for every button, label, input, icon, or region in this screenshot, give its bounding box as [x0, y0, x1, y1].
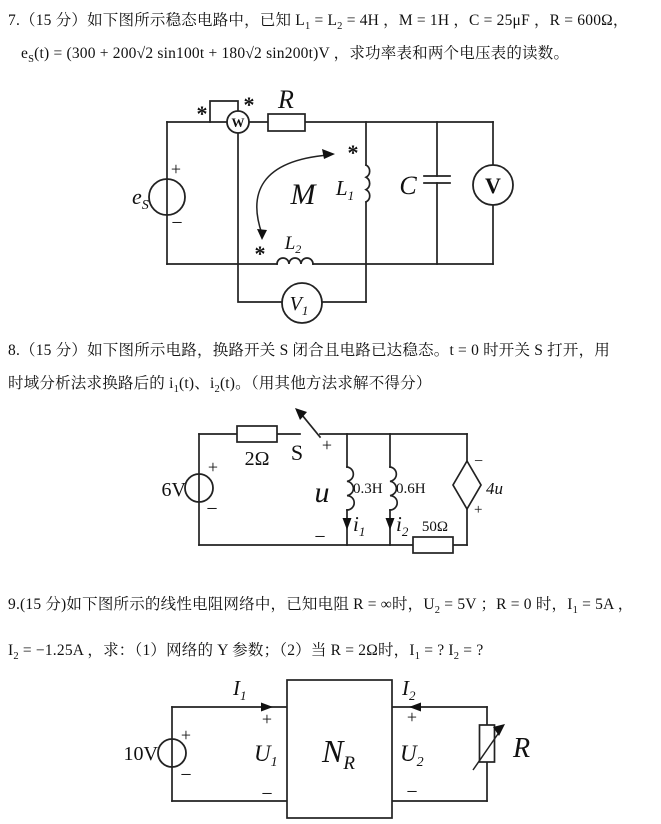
- problem8-line1: 8.（15 分）如下图所示电路，换路开关 S 闭合且电路已达稳态。t = 0 时开关 S 打开，用: [8, 342, 610, 359]
- c7-inductor1-label: $L_1$: [335, 176, 355, 203]
- c8-inductor2-label: 0.6H: [396, 481, 426, 497]
- c7-inductor1-coil: [366, 165, 370, 202]
- c8-depsource-plus: +: [474, 502, 483, 518]
- c7-inductor2-coil: [277, 258, 313, 264]
- c7-source-label: $e_S$: [132, 184, 149, 213]
- c7-capacitor-label: C: [399, 171, 417, 200]
- c8-resistor-label: 2Ω: [244, 448, 270, 470]
- c7-wattmeter-label: W: [231, 115, 245, 130]
- c7-dot-mark-wattmeter-left: *: [196, 101, 208, 126]
- c7-mutual-label: M: [290, 178, 316, 211]
- c7-source-plus: +: [170, 159, 182, 179]
- c8-resistor-50ohm: [413, 537, 453, 553]
- c8-voltage-minus: −: [314, 526, 326, 548]
- c8-resistor2-label: 50Ω: [421, 519, 449, 535]
- c8-current1-label: $i_1$: [353, 512, 366, 539]
- c8-switch-blade: [302, 415, 320, 437]
- c9-port2-minus: −: [406, 781, 418, 803]
- c8-voltage-plus: +: [321, 435, 333, 455]
- c9-current2-label: $I_2$: [402, 676, 416, 703]
- circuit8-diagram: [150, 402, 510, 557]
- c7-source-minus: −: [171, 212, 183, 234]
- c9-port1-minus: −: [261, 783, 273, 805]
- c8-voltage-label: u: [314, 476, 330, 509]
- c7-dot-mark-L1: *: [347, 140, 359, 165]
- c8-current2-label: $i_2$: [396, 512, 409, 539]
- c9-port2-plus: +: [406, 707, 418, 727]
- c8-source-label: 6V: [161, 479, 186, 501]
- c8-depsource-label: 4u: [486, 479, 503, 498]
- c8-inductor1-label: 0.3H: [353, 481, 383, 497]
- circuit9-diagram: [110, 662, 570, 824]
- problem9-line1: 9.(15 分)如下图所示的线性电阻网络中，已知电阻 R = ∞时，$U_2 = 5V$ ；R = 0 时，$I_1 = 5A$ ，: [8, 596, 634, 617]
- c8-current2-arrowhead: [386, 518, 395, 530]
- circuit7-diagram: [90, 82, 530, 332]
- c7-dot-mark-wattmeter-right: *: [243, 92, 255, 117]
- c9-source-label: 10V: [123, 743, 158, 765]
- c7-voltmeter1-label: $V_1$: [289, 293, 309, 318]
- c9-network-label: $N_R$: [322, 733, 355, 774]
- problem9-line2: $I_2 = -1.25A$ ，求：（1）网络的 Y 参数；（2）当 R = 2Ω时，$I_1$ = ? $I_2$ = ?: [8, 642, 484, 663]
- c9-voltage1-label: $U_1$: [254, 741, 278, 770]
- c7-capacitor-plates: [424, 176, 450, 183]
- c9-source-minus: −: [180, 764, 192, 786]
- c7-dot-mark-L2: *: [254, 241, 266, 266]
- c7-resistor-R: [268, 114, 305, 131]
- c7-mutual-arrowhead-bottom: [257, 229, 267, 240]
- c7-mutual-arrowhead-top: [322, 149, 335, 159]
- c8-source-minus: −: [206, 498, 218, 520]
- problem7-line2: $e_S(t) = (300 + 200√2$ sin100t + 180√2 sin200t)V ，求功率表和两个电压表的读数。: [21, 45, 570, 66]
- c8-resistor-2ohm: [237, 426, 277, 442]
- c8-source-plus: +: [207, 457, 219, 477]
- c9-resistor-label: R: [513, 733, 531, 764]
- problem8-line2: 时域分析法求换路后的 $i_1(t)$、$i_2(t)$。（用其他方法求解不得分）: [8, 375, 432, 396]
- c7-resistor-label: R: [278, 85, 294, 114]
- c8-switch-label: S: [290, 440, 304, 465]
- c8-depsource-minus: −: [474, 453, 484, 470]
- c9-current1-label: $I_1$: [233, 676, 247, 703]
- c7-voltmeter-label: V: [485, 173, 501, 198]
- c7-inductor2-label: $L_2$: [284, 233, 302, 256]
- c9-source-plus: +: [180, 725, 192, 745]
- c8-current1-arrowhead: [343, 518, 352, 530]
- c9-port1-plus: +: [261, 709, 273, 729]
- problem7-line1: 7.（15 分）如下图所示稳态电路中，已知 $L_1 = L_2 = 4H$ ，M = 1H ，C = 25μF ，R = 600Ω，: [8, 12, 629, 33]
- c9-voltage2-label: $U_2$: [400, 741, 424, 770]
